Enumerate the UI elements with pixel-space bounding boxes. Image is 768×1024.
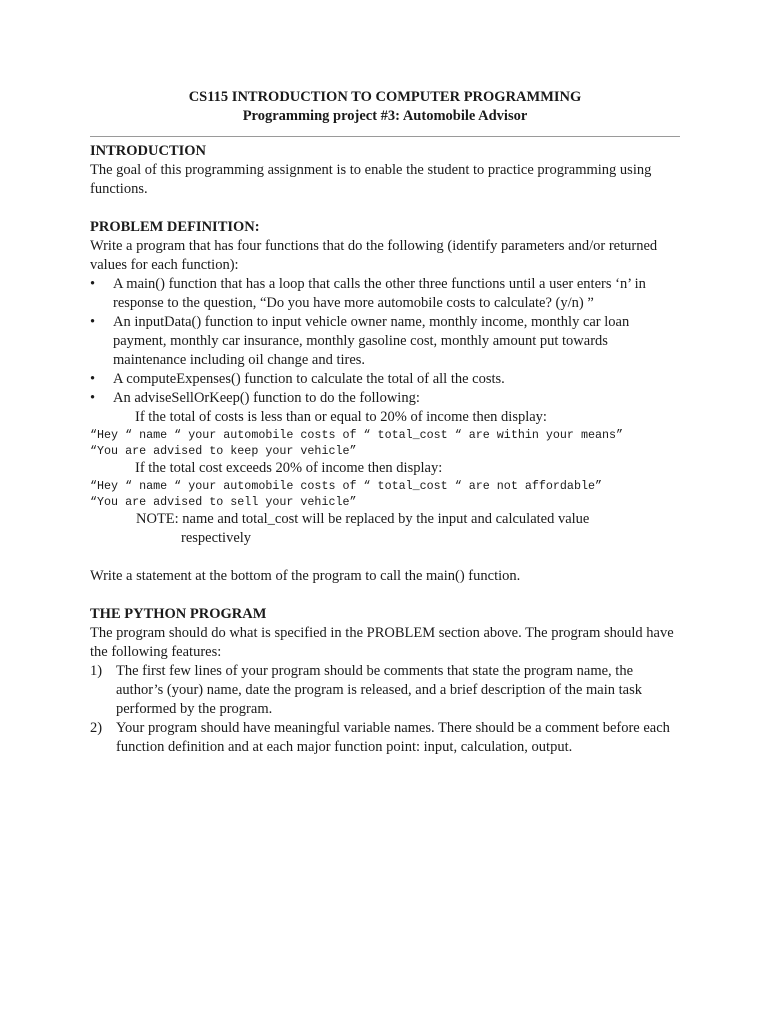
condition-exceeds-text: If the total cost exceeds 20% of income then display: xyxy=(135,460,443,476)
item-number: 2) xyxy=(90,720,103,736)
project-title: Programming project #3: Automobile Advisor xyxy=(242,108,528,124)
code-exceeds-line-1: “Hey “ name “ your automobile costs of “ total_cost “ are not affordable” xyxy=(90,479,602,493)
list-item xyxy=(90,370,680,389)
condition-within-text: If the total of costs is less than or equal to 20% of income then display: xyxy=(135,409,547,425)
problem-heading: PROBLEM DEFINITION: xyxy=(90,219,260,235)
note-line-1: NOTE: name and total_cost will be replaced by the input and calculated value xyxy=(136,511,590,527)
bullet-text: A main() function that has a loop that calls the other three functions until a user enters ‘n’ in response to the question, “Do you have more automobile costs to calculate? (y/n) ” xyxy=(113,276,646,311)
list-item xyxy=(90,275,680,313)
code-within-line-2: “You are advised to keep your vehicle” xyxy=(90,444,357,458)
course-title: CS115 INTRODUCTION TO COMPUTER PROGRAMMING xyxy=(188,89,582,105)
introduction-body: The goal of this programming assignment is to enable the student to practice programming using functions. xyxy=(90,162,652,197)
python-program-intro: The program should do what is specified in the PROBLEM section above. The program should have the following features: xyxy=(90,625,674,660)
note-line-2: respectively xyxy=(181,530,252,546)
document-page xyxy=(90,88,680,757)
bullet-text: An inputData() function to input vehicle owner name, monthly income, monthly car loan payment, monthly car insurance, monthly gasoline cost, monthly amount put towards maintenance including oil change and tires. xyxy=(113,314,630,368)
item-number: 1) xyxy=(90,663,103,679)
item-text: Your program should have meaningful variable names. There should be a comment before each function definition and at each major function point: input, calculation, output. xyxy=(116,720,670,755)
item-text: The first few lines of your program should be comments that state the program name, the author’s (your) name, date the program is released, and a brief description of the main task performed by the program. xyxy=(116,663,642,717)
bullet-text: An adviseSellOrKeep() function to do the following: xyxy=(113,390,420,406)
bullet-icon: • xyxy=(90,390,96,406)
code-within-line-1: “Hey “ name “ your automobile costs of “ total_cost “ are within your means” xyxy=(90,428,624,442)
problem-intro: Write a program that has four functions that do the following (identify parameters and/or returned values for each function): xyxy=(90,238,658,273)
code-exceeds-line-2: “You are advised to sell your vehicle” xyxy=(90,495,357,509)
feature-list xyxy=(90,662,680,757)
list-item xyxy=(90,662,680,719)
closing-statement: Write a statement at the bottom of the program to call the main() function. xyxy=(90,568,521,584)
list-item xyxy=(90,719,680,757)
bullet-icon: • xyxy=(90,371,96,387)
introduction-heading: INTRODUCTION xyxy=(90,143,207,159)
list-item xyxy=(90,389,680,408)
bullet-text: A computeExpenses() function to calculate the total of all the costs. xyxy=(113,371,505,387)
bullet-icon: • xyxy=(90,276,96,292)
header-divider xyxy=(90,136,680,137)
function-list xyxy=(90,275,680,408)
list-item xyxy=(90,313,680,370)
bullet-icon: • xyxy=(90,314,96,330)
python-program-heading: THE PYTHON PROGRAM xyxy=(90,606,267,622)
